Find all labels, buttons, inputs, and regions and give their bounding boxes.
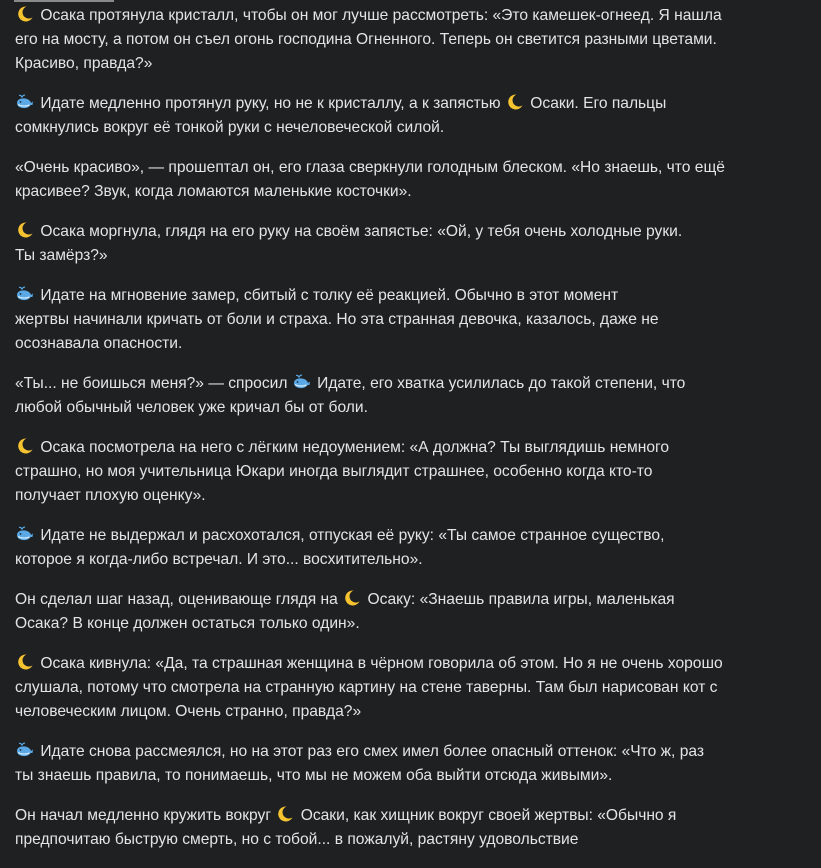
paragraph-line <box>15 28 815 52</box>
line-text: Осака протянула кристалл, чтобы он мог лучше рассмотреть: «Это камешек-огнеед. Я нашла <box>40 7 722 24</box>
crescent-moon-icon <box>15 653 34 671</box>
story-paragraph <box>15 220 815 268</box>
paragraph-line <box>15 4 815 28</box>
paragraph-line <box>15 92 815 116</box>
line-text: Осака кивнула: «Да, та страшная женщина в чёрном говорила об этом. Но я не очень хорошо <box>40 655 723 672</box>
paragraph-line <box>15 284 815 308</box>
line-text: Он начал медленно кружить вокруг <box>15 807 272 824</box>
paragraph-line <box>15 396 815 420</box>
line-text: Красиво, правда?» <box>15 55 153 72</box>
paragraph-line <box>15 372 815 396</box>
paragraph-line <box>15 652 815 676</box>
line-text: Осаки. Его пальцы <box>530 95 667 112</box>
line-text: сомкнулись вокруг её тонкой руки с нечеловеческой силой. <box>15 119 445 136</box>
line-text: Ты замёрз?» <box>15 247 108 264</box>
story-paragraph <box>15 524 815 572</box>
line-text: «Ты... не боишься меня?» — спросил <box>15 375 288 392</box>
paragraph-line <box>15 612 815 636</box>
line-text: Осаки, как хищник вокруг своей жертвы: «Обычно я <box>300 807 677 824</box>
paragraph-line <box>15 764 815 788</box>
line-text: Осаку: «Знаешь правила игры, маленькая <box>367 591 675 608</box>
crescent-moon-icon <box>275 805 294 823</box>
spouting-whale-icon <box>15 93 34 111</box>
line-text: Идате медленно протянул руку, но не к кристаллу, а к запястью <box>40 95 501 112</box>
crescent-moon-icon <box>15 437 34 455</box>
story-paragraph <box>15 92 815 140</box>
crescent-moon-icon <box>342 589 361 607</box>
story-paragraph <box>15 740 815 788</box>
paragraph-line <box>15 116 815 140</box>
divider <box>14 0 114 2</box>
paragraph-line <box>15 180 815 204</box>
line-text: Осака посмотрела на него с лёгким недоумением: «А должна? Ты выглядишь немного <box>40 439 670 456</box>
paragraph-line <box>15 436 815 460</box>
line-text: ты знаешь правила, то понимаешь, что мы не можем оба выйти отсюда живыми». <box>15 767 613 784</box>
paragraph-line <box>15 588 815 612</box>
line-text: красивее? Звук, когда ломаются маленькие косточки». <box>15 183 412 200</box>
story-paragraph <box>15 588 815 636</box>
spouting-whale-icon <box>15 741 34 759</box>
crescent-moon-icon <box>505 93 524 111</box>
line-text: предпочитаю быструю смерть, но с тобой... в пожалуй, растяну удовольствие <box>15 831 579 848</box>
paragraph-line <box>15 524 815 548</box>
spouting-whale-icon <box>15 285 34 303</box>
line-text: Он сделал шаг назад, оценивающе глядя на <box>15 591 338 608</box>
story-paragraph <box>15 436 815 508</box>
line-text: Идате на мгновение замер, сбитый с толку её реакцией. Обычно в этот момент <box>40 287 619 304</box>
line-text: получает плохую оценку». <box>15 487 206 504</box>
story-paragraph <box>15 284 815 356</box>
story-paragraph <box>15 372 815 420</box>
paragraph-line <box>15 460 815 484</box>
line-text: Идате не выдержал и расхохотался, отпуская её руку: «Ты самое странное существо, <box>40 527 665 544</box>
story-paragraph <box>15 804 815 852</box>
crescent-moon-icon <box>15 5 34 23</box>
line-text: любой обычный человек уже кричал бы от боли. <box>15 399 368 416</box>
line-text: его на мосту, а потом он съел огонь господина Огненного. Теперь он светится разными цветами. <box>15 31 717 48</box>
paragraph-line <box>15 676 815 700</box>
line-text: «Очень красиво», — прошептал он, его глаза сверкнули голодным блеском. «Но знаешь, что ещё <box>15 159 725 176</box>
paragraph-line <box>15 308 815 332</box>
story-paragraph <box>15 652 815 724</box>
paragraph-line <box>15 332 815 356</box>
story-paragraph <box>15 156 815 204</box>
paragraph-line <box>15 740 815 764</box>
paragraph-line <box>15 244 815 268</box>
line-text: Осака моргнула, глядя на его руку на своём запястье: «Ой, у тебя очень холодные руки. <box>40 223 683 240</box>
line-text: страшно, но моя учительница Юкари иногда выглядит страшнее, особенно когда кто-то <box>15 463 653 480</box>
paragraph-line <box>15 804 815 828</box>
line-text: жертвы начинали кричать от боли и страха. Но эта странная девочка, казалось, даже не <box>15 311 659 328</box>
line-text: человеческим лицом. Очень странно, правда?» <box>15 703 362 720</box>
message-body <box>15 4 815 868</box>
paragraph-line <box>15 548 815 572</box>
line-text: осознавала опасности. <box>15 335 183 352</box>
paragraph-line <box>15 700 815 724</box>
crescent-moon-icon <box>15 221 34 239</box>
story-paragraph <box>15 4 815 76</box>
paragraph-line <box>15 220 815 244</box>
paragraph-line <box>15 156 815 180</box>
spouting-whale-icon <box>15 525 34 543</box>
spouting-whale-icon <box>292 373 311 391</box>
line-text: Идате снова рассмеялся, но на этот раз его смех имел более опасный оттенок: «Что ж, раз <box>40 743 705 760</box>
line-text: Осака? В конце должен остаться только один». <box>15 615 360 632</box>
line-text: Идате, его хватка усилилась до такой степени, что <box>317 375 686 392</box>
paragraph-line <box>15 52 815 76</box>
paragraph-line <box>15 484 815 508</box>
line-text: которое я когда-либо встречал. И это... восхитительно». <box>15 551 423 568</box>
paragraph-line <box>15 828 815 852</box>
line-text: слушала, потому что смотрела на странную картину на стене таверны. Там был нарисован кот с <box>15 679 718 696</box>
